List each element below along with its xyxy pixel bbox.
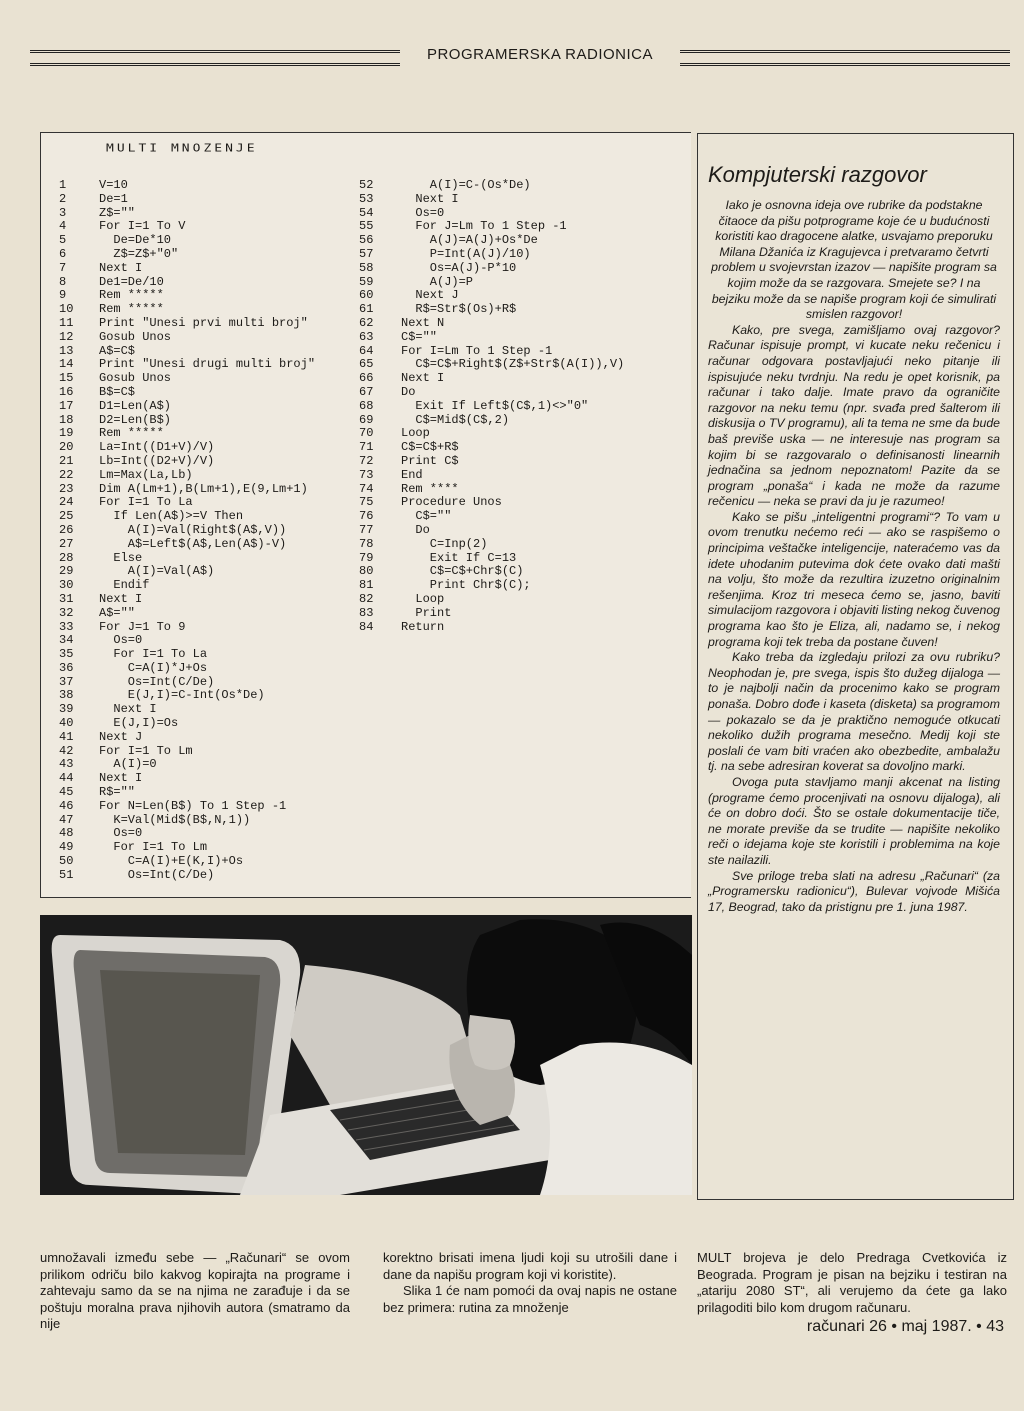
- code-line: [359, 358, 689, 372]
- code-line: [59, 634, 379, 648]
- code-text: Print "Unesi prvi multi broj": [99, 315, 308, 330]
- line-number: 32: [59, 605, 74, 620]
- code-text: Rem *****: [99, 426, 164, 441]
- code-text: E(J,I)=C-Int(Os*De): [99, 688, 265, 703]
- code-line: [59, 648, 379, 662]
- code-text: End: [401, 467, 423, 482]
- listing-column-1: [59, 179, 379, 883]
- code-text: C$="": [401, 509, 452, 524]
- line-number: 73: [359, 467, 374, 482]
- line-number: 42: [59, 743, 74, 758]
- code-line: [59, 400, 379, 414]
- code-line: [59, 289, 379, 303]
- line-number: 10: [59, 302, 74, 317]
- line-number: 56: [359, 233, 374, 248]
- code-line: [59, 276, 379, 290]
- code-line: [359, 400, 689, 414]
- page-footer: računari 26 • maj 1987. • 43: [806, 1318, 1004, 1335]
- section-title: PROGRAMERSKA RADIONICA: [426, 46, 654, 63]
- code-line: [59, 427, 379, 441]
- line-number: 19: [59, 426, 74, 441]
- line-number: 17: [59, 398, 74, 413]
- code-line: [359, 441, 689, 455]
- code-text: A$=C$: [99, 343, 136, 358]
- line-number: 34: [59, 633, 74, 648]
- line-number: 82: [359, 591, 374, 606]
- line-number: 76: [359, 509, 374, 524]
- code-text: For I=1 To Lm: [99, 840, 208, 855]
- code-line: [59, 510, 379, 524]
- code-text: Exit If Left$(C$,1)<>"0": [401, 398, 589, 413]
- listing-column-2: [359, 179, 689, 634]
- line-number: 59: [359, 274, 374, 289]
- code-text: Next I: [401, 191, 459, 206]
- code-text: C=A(I)*J+Os: [99, 660, 208, 675]
- code-text: Return: [401, 619, 445, 634]
- code-text: For J=1 To 9: [99, 619, 186, 634]
- code-text: Rem *****: [99, 302, 164, 317]
- code-line: [59, 717, 379, 731]
- code-line: [59, 317, 379, 331]
- code-line: [359, 262, 689, 276]
- code-text: R$="": [99, 785, 136, 800]
- line-number: 53: [359, 191, 374, 206]
- code-text: For I=1 To V: [99, 219, 186, 234]
- code-text: Endif: [99, 578, 150, 593]
- line-number: 75: [359, 495, 374, 510]
- line-number: 6: [59, 246, 67, 261]
- line-number: 70: [359, 426, 374, 441]
- line-number: 81: [359, 578, 374, 593]
- line-number: 7: [59, 260, 67, 275]
- code-text: Gosub Unos: [99, 329, 172, 344]
- code-text: If Len(A$)>=V Then: [99, 509, 244, 524]
- code-line: [59, 483, 379, 497]
- line-number: 68: [359, 398, 374, 413]
- code-text: Z$="": [99, 205, 136, 220]
- code-line: [359, 317, 689, 331]
- line-number: 33: [59, 619, 74, 634]
- code-line: [359, 510, 689, 524]
- code-text: B$=C$: [99, 384, 136, 399]
- code-line: [59, 579, 379, 593]
- code-line: [59, 262, 379, 276]
- code-line: [359, 289, 689, 303]
- line-number: 62: [359, 315, 374, 330]
- code-text: E(J,I)=Os: [99, 716, 179, 731]
- line-number: 30: [59, 578, 74, 593]
- code-text: A$=Left$(A$,Len(A$)-V): [99, 536, 287, 551]
- code-text: Next I: [401, 371, 445, 386]
- code-line: [59, 207, 379, 221]
- code-text: For I=Lm To 1 Step -1: [401, 343, 553, 358]
- line-number: 57: [359, 246, 374, 261]
- line-number: 48: [59, 826, 74, 841]
- code-line: [59, 538, 379, 552]
- code-line: [359, 234, 689, 248]
- line-number: 2: [59, 191, 67, 206]
- code-text: De1=De/10: [99, 274, 164, 289]
- line-number: 9: [59, 288, 67, 303]
- code-text: Gosub Unos: [99, 371, 172, 386]
- sidebar-paragraph: Kako se pišu „inteligentni programi“? To vam u ovom trenutku nećemo reći — ako se raspišemo o principima veštačke inteligencije, nateraćemo vas da idete uhodanim putevima dok ćete ovako dati mašti na volju, što može da rezultira izuzetno originalnim rešenjima. Kroz tri meseca ćemo se, jasno, baviti simulacijom razgovora i objaviti listing nekog čuvenog programa kao što je Eliza, ali, nadamo se, i nekog programa koji tek treba da postane čuven!: [708, 509, 1000, 649]
- header-rule-right: [680, 50, 1010, 66]
- code-text: De=1: [99, 191, 128, 206]
- page-header: [30, 44, 1010, 68]
- line-number: 11: [59, 315, 74, 330]
- line-number: 1: [59, 178, 67, 192]
- code-text: Os=0: [99, 633, 143, 648]
- code-text: Os=0: [99, 826, 143, 841]
- code-text: De=De*10: [99, 233, 172, 248]
- code-text: R$=Str$(Os)+R$: [401, 302, 517, 317]
- code-text: Print Chr$(C);: [401, 578, 531, 593]
- line-number: 36: [59, 660, 74, 675]
- code-text: Os=Int(C/De): [99, 674, 215, 689]
- line-number: 69: [359, 412, 374, 427]
- code-line: [359, 607, 689, 621]
- code-line: [59, 331, 379, 345]
- code-line: [59, 621, 379, 635]
- article-paragraph: umnožavali između sebe — „Računari“ se ovom prilikom odriču bilo kakvog kopirajta na programe i zahtevaju samo da se na njima ne zarađuje i da se poštuju moralna prava njihovih autora (smatramo da nije: [40, 1250, 350, 1331]
- line-number: 65: [359, 357, 374, 372]
- header-rule-left: [30, 50, 400, 66]
- code-line: [59, 827, 379, 841]
- line-number: 16: [59, 384, 74, 399]
- code-text: C$=C$+R$: [401, 440, 459, 455]
- code-text: Lb=Int((D2+V)/V): [99, 453, 215, 468]
- photo-girl-at-computer: [40, 915, 692, 1195]
- code-line: [359, 303, 689, 317]
- line-number: 40: [59, 716, 74, 731]
- code-line: [59, 414, 379, 428]
- code-line: [59, 786, 379, 800]
- line-number: 28: [59, 550, 74, 565]
- line-number: 54: [359, 205, 374, 220]
- code-text: V=10: [99, 178, 128, 192]
- line-number: 66: [359, 371, 374, 386]
- code-line: [59, 496, 379, 510]
- code-line: [59, 593, 379, 607]
- line-number: 23: [59, 481, 74, 496]
- photo-illustration: [40, 915, 692, 1195]
- code-line: [59, 372, 379, 386]
- line-number: 5: [59, 233, 67, 248]
- code-text: Next I: [99, 702, 157, 717]
- code-text: A(I)=Val(A$): [99, 564, 215, 579]
- line-number: 84: [359, 619, 374, 634]
- line-number: 26: [59, 522, 74, 537]
- code-line: [359, 331, 689, 345]
- line-number: 50: [59, 854, 74, 869]
- code-text: A(J)=P: [401, 274, 474, 289]
- code-line: [359, 220, 689, 234]
- article-paragraph: korektno brisati imena ljudi koji su utrošili dane i dane da napišu program koji vi koristite).: [383, 1250, 677, 1282]
- line-number: 20: [59, 440, 74, 455]
- code-line: [359, 469, 689, 483]
- line-number: 64: [359, 343, 374, 358]
- code-line: [359, 427, 689, 441]
- line-number: 80: [359, 564, 374, 579]
- line-number: 38: [59, 688, 74, 703]
- code-line: [59, 814, 379, 828]
- code-text: C$=C$+Chr$(C): [401, 564, 524, 579]
- code-line: [59, 703, 379, 717]
- code-text: Print: [401, 605, 452, 620]
- code-text: For N=Len(B$) To 1 Step -1: [99, 798, 287, 813]
- code-line: [59, 565, 379, 579]
- code-line: [59, 179, 379, 193]
- sidebar-paragraph: Iako je osnovna ideja ove rubrike da podstakne čitaoce da pišu potprograme koje će u budućnosti koristiti kao dragocene alatke, usvajamo preporuku Milana Džanića iz Kragujevca i pretvaramo četvrti problem u svojevrstan izazov — napišite program sa kojim može da se razgovara. Smejete se? I na bejziku može da se napiše program koji će simulirati smislen razgovor!: [711, 198, 997, 322]
- line-number: 61: [359, 302, 374, 317]
- line-number: 45: [59, 785, 74, 800]
- code-text: Z$=Z$+"0": [99, 246, 179, 261]
- code-line: [359, 621, 689, 635]
- line-number: 22: [59, 467, 74, 482]
- code-text: For I=1 To La: [99, 647, 208, 662]
- line-number: 15: [59, 371, 74, 386]
- code-line: [59, 524, 379, 538]
- line-number: 41: [59, 729, 74, 744]
- code-line: [59, 248, 379, 262]
- line-number: 43: [59, 757, 74, 772]
- line-number: 29: [59, 564, 74, 579]
- sidebar-paragraph: Sve priloge treba slati na adresu „Računari“ (za „Programersku radionicu“), Bulevar vojvode Mišića 17, Beograd, tako da pristignu pre 1. juna 1987.: [708, 868, 1000, 914]
- code-text: Next N: [401, 315, 445, 330]
- line-number: 27: [59, 536, 74, 551]
- code-text: For J=Lm To 1 Step -1: [401, 219, 567, 234]
- code-text: C$=C$+Right$(Z$+Str$(A(I)),V): [401, 357, 625, 372]
- line-number: 21: [59, 453, 74, 468]
- code-line: [59, 662, 379, 676]
- code-line: [59, 234, 379, 248]
- code-line: [359, 593, 689, 607]
- line-number: 79: [359, 550, 374, 565]
- line-number: 25: [59, 509, 74, 524]
- line-number: 37: [59, 674, 74, 689]
- code-line: [59, 689, 379, 703]
- line-number: 49: [59, 840, 74, 855]
- code-line: [59, 303, 379, 317]
- line-number: 71: [359, 440, 374, 455]
- line-number: 12: [59, 329, 74, 344]
- code-line: [359, 386, 689, 400]
- sidebar-paragraph: Kako treba da izgledaju prilozi za ovu rubriku? Neophodan je, pre svega, ispis što dužeg dijaloga — to je najbolji način da procenimo kako se program ponaša. Dobro dođe i kaseta (disketa) sa programom — pokazalo se da je praktično nemoguće otkucati nekoliko dužih programa mesečno. Medij koji ste poslali će vam biti vraćen ako obezbedite, ambalažu tj. na sebe adresiran koverat sa dovoljno marki.: [708, 650, 1000, 774]
- code-line: [359, 276, 689, 290]
- line-number: 60: [359, 288, 374, 303]
- code-text: Do: [401, 522, 430, 537]
- code-text: D2=Len(B$): [99, 412, 172, 427]
- sidebar-paragraph: Ovoga puta stavljamo manji akcenat na listing (programe ćemo procenjivati na osnovu dijaloga), ali će on dobro doći. Što se ostale dokumentacije tiče, ne morate previše da se trudite — napišite nekoliko reči o idejama koje ste koristili i problemima na koje ste nailazili.: [708, 774, 1000, 867]
- line-number: 47: [59, 812, 74, 827]
- code-text: P=Int(A(J)/10): [401, 246, 531, 261]
- code-line: [359, 414, 689, 428]
- code-text: Next I: [99, 591, 143, 606]
- code-text: For I=1 To Lm: [99, 743, 193, 758]
- code-line: [359, 248, 689, 262]
- code-text: Dim A(Lm+1),B(Lm+1),E(9,Lm+1): [99, 481, 308, 496]
- code-listing: [40, 132, 691, 898]
- code-line: [59, 758, 379, 772]
- code-text: For I=1 To La: [99, 495, 193, 510]
- code-line: [59, 745, 379, 759]
- line-number: 13: [59, 343, 74, 358]
- code-text: Os=A(J)-P*10: [401, 260, 517, 275]
- article-paragraph: Slika 1 će nam pomoći da ovaj napis ne ostane bez primera: rutina za množenje: [383, 1283, 677, 1315]
- code-text: A(I)=Val(Right$(A$,V)): [99, 522, 287, 537]
- code-text: Exit If C=13: [401, 550, 517, 565]
- article-column-3: [697, 1250, 1007, 1316]
- code-text: C=Inp(2): [401, 536, 488, 551]
- line-number: 55: [359, 219, 374, 234]
- code-text: Else: [99, 550, 143, 565]
- code-line: [359, 179, 689, 193]
- line-number: 51: [59, 867, 74, 882]
- code-line: [359, 552, 689, 566]
- line-number: 74: [359, 481, 374, 496]
- code-line: [359, 483, 689, 497]
- code-text: K=Val(Mid$(B$,N,1)): [99, 812, 251, 827]
- code-line: [59, 855, 379, 869]
- code-line: [359, 455, 689, 469]
- code-line: [359, 524, 689, 538]
- code-text: Loop: [401, 591, 445, 606]
- line-number: 83: [359, 605, 374, 620]
- code-line: [59, 676, 379, 690]
- code-text: Os=0: [401, 205, 445, 220]
- code-line: [359, 538, 689, 552]
- line-number: 67: [359, 384, 374, 399]
- code-text: C$="": [401, 329, 438, 344]
- sidebar-title: Kompjuterski razgovor: [708, 162, 927, 187]
- line-number: 18: [59, 412, 74, 427]
- line-number: 35: [59, 647, 74, 662]
- code-line: [359, 565, 689, 579]
- code-text: Print "Unesi drugi multi broj": [99, 357, 316, 372]
- article-column-1: [40, 1250, 350, 1333]
- line-number: 63: [359, 329, 374, 344]
- code-line: [59, 772, 379, 786]
- line-number: 39: [59, 702, 74, 717]
- line-number: 44: [59, 771, 74, 786]
- line-number: 52: [359, 178, 374, 192]
- code-line: [59, 607, 379, 621]
- code-text: Rem ****: [401, 481, 459, 496]
- code-line: [59, 469, 379, 483]
- code-line: [59, 841, 379, 855]
- code-text: A(I)=0: [99, 757, 157, 772]
- line-number: 3: [59, 205, 67, 220]
- listing-title: MULTI MNOZENJE: [106, 142, 258, 155]
- code-line: [359, 207, 689, 221]
- code-line: [59, 800, 379, 814]
- sidebar-paragraph: Kako, pre svega, zamišljamo ovaj razgovor? Računar ispisuje prompt, vi kucate neku rečenicu i računar odgovara postavljajući neko pitanje ili ispisujuće neku tvrdnju. Na redu je opet korisnik, pa računar i tako dalje. Imate pravo da ograničite razgovor na neku temu (npr. svađa pred šalterom ili diskusija o TV programu), ali ta tema ne sme da bude baš previše uska — ne interesuje nas program sa kojim bi se razgovaralo o definisanosti linearnih jednačina sa jednom nepoznatom! Pazite da se program „ponaša“ i kada ne može da razume rečenicu — neka se pravi da ju je razumeo!: [708, 322, 1000, 509]
- code-line: [59, 441, 379, 455]
- code-line: [359, 193, 689, 207]
- code-text: Loop: [401, 426, 430, 441]
- code-text: Next J: [401, 288, 459, 303]
- article-paragraph: MULT brojeva je delo Predraga Cvetkovića iz Beograda. Program je pisan na bejziku i testiran na „atariju 2080 ST“, ali verujemo da ćete ga lako prilagoditi bilo kom drugom računaru.: [697, 1250, 1007, 1315]
- code-line: [359, 579, 689, 593]
- code-line: [59, 220, 379, 234]
- code-line: [59, 358, 379, 372]
- code-line: [59, 552, 379, 566]
- code-text: Next I: [99, 260, 143, 275]
- line-number: 24: [59, 495, 74, 510]
- line-number: 4: [59, 219, 67, 234]
- code-text: C$=Mid$(C$,2): [401, 412, 510, 427]
- code-text: Do: [401, 384, 416, 399]
- line-number: 8: [59, 274, 67, 289]
- line-number: 77: [359, 522, 374, 537]
- code-line: [59, 455, 379, 469]
- line-number: 72: [359, 453, 374, 468]
- code-line: [359, 345, 689, 359]
- code-text: A(J)=A(J)+Os*De: [401, 233, 538, 248]
- code-text: Procedure Unos: [401, 495, 502, 510]
- line-number: 46: [59, 798, 74, 813]
- code-line: [59, 869, 379, 883]
- code-text: A$="": [99, 605, 136, 620]
- line-number: 31: [59, 591, 74, 606]
- code-line: [359, 496, 689, 510]
- code-text: Rem *****: [99, 288, 164, 303]
- code-line: [59, 386, 379, 400]
- code-text: Next J: [99, 729, 143, 744]
- code-text: A(I)=C-(Os*De): [401, 178, 531, 192]
- line-number: 14: [59, 357, 74, 372]
- code-text: C=A(I)+E(K,I)+Os: [99, 854, 244, 869]
- line-number: 58: [359, 260, 374, 275]
- line-number: 78: [359, 536, 374, 551]
- code-line: [59, 731, 379, 745]
- code-text: Next I: [99, 771, 143, 786]
- sidebar-box: [697, 133, 1014, 1200]
- code-text: Os=Int(C/De): [99, 867, 215, 882]
- code-text: D1=Len(A$): [99, 398, 172, 413]
- sidebar-body: [708, 198, 1000, 915]
- article-column-2: [383, 1250, 677, 1316]
- code-text: Print C$: [401, 453, 459, 468]
- code-text: La=Int((D1+V)/V): [99, 440, 215, 455]
- code-line: [59, 345, 379, 359]
- code-line: [59, 193, 379, 207]
- code-line: [359, 372, 689, 386]
- code-text: Lm=Max(La,Lb): [99, 467, 193, 482]
